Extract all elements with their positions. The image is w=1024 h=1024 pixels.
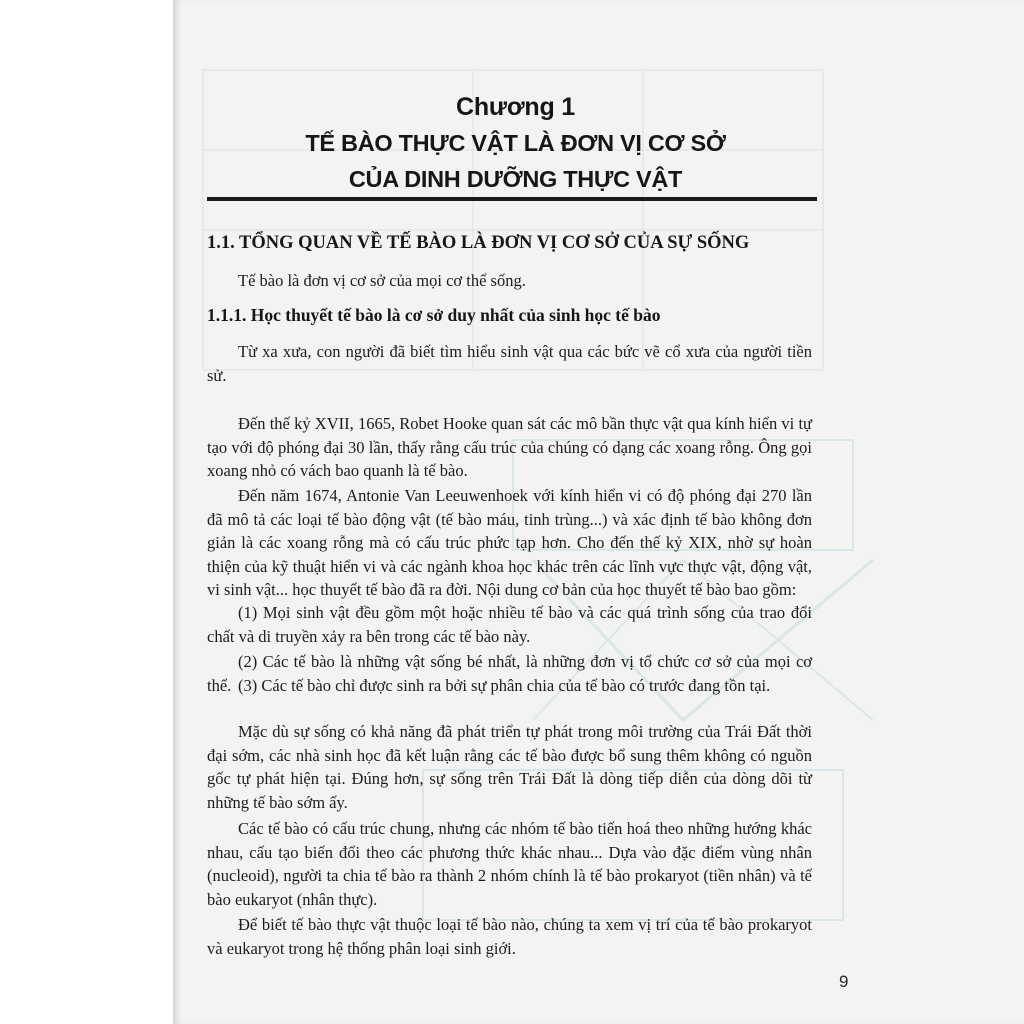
body-paragraph: Đến năm 1674, Antonie Van Leeuwenhoek với kính hiển vi có độ phóng đại 270 lần đã mô tả các loại tế bào động vật (tế bào máu, tinh trùng...) và xác định tế bào không đơn giản là các xoang rỗng mà có cấu trúc phức tạp hơn. Cho đến thế kỷ XIX, nhờ sự hoàn thiện của kỹ thuật hiển vi và các ngành khoa học khác trên các lĩnh vực thực vật, động vật, vi sinh vật... học thuyết tế bào đã ra đời. Nội dung cơ bản của học thuyết tế bào bao gồm:	[207, 486, 812, 599]
chapter-title-line-2: CỦA DINH DƯỠNG THỰC VẬT	[348, 166, 683, 192]
body-paragraph: Để biết tế bào thực vật thuộc loại tế bào nào, chúng ta xem vị trí của tế bào prokaryot và eukaryot trong hệ thống phân loại sinh giới.	[207, 915, 812, 958]
body-paragraph: (2) Các tế bào là những vật sống bé nhất, là những đơn vị tổ chức cơ sở của mọi cơ thể.	[207, 652, 812, 695]
subsection-heading: 1.1.1. Học thuyết tế bào là cơ sở duy nhất của sinh học tế bào	[207, 305, 661, 325]
chapter-title-rule	[207, 197, 817, 201]
section-heading: 1.1. TỔNG QUAN VỀ TẾ BÀO LÀ ĐƠN VỊ CƠ SỞ CỦA SỰ SỐNG	[207, 233, 750, 253]
book-page	[173, 0, 1024, 1024]
body-paragraph: (3) Các tế bào chỉ được sinh ra bởi sự phân chia của tế bào có trước đang tồn tại.	[238, 676, 771, 695]
body-paragraph: (1) Mọi sinh vật đều gồm một hoặc nhiều tế bào và các quá trình sống của trao đổi chất và di truyền xảy ra bên trong các tế bào này.	[207, 603, 812, 646]
chapter-title-line-1: TẾ BÀO THỰC VẬT LÀ ĐƠN VỊ CƠ SỞ	[305, 130, 726, 156]
section-intro-paragraph: Tế bào là đơn vị cơ sở của mọi cơ thể sống.	[238, 271, 526, 290]
chapter-number: Chương 1	[456, 93, 575, 121]
body-paragraph: Các tế bào có cấu trúc chung, nhưng các nhóm tế bào tiến hoá theo những hướng khác nhau, cấu tạo biến đổi theo các phương thức khác nhau... Dựa vào đặc điểm vùng nhân (nucleoid), người ta chia tế bào ra thành 2 nhóm chính là tế bào prokaryot (tiền nhân) và tế bào eukaryot (nhân thực).	[207, 819, 812, 909]
body-paragraph: Đến thế kỷ XVII, 1665, Robet Hooke quan sát các mô bần thực vật qua kính hiển vi tự tạo với độ phóng đại 30 lần, thấy rằng cấu trúc của chúng có dạng các xoang rỗng. Ông gọi xoang nhỏ có vách bao quanh là tế bào.	[207, 414, 812, 480]
body-paragraph: Từ xa xưa, con người đã biết tìm hiểu sinh vật qua các bức vẽ cổ xưa của người tiền sử.	[207, 342, 812, 385]
body-paragraph: Mặc dù sự sống có khả năng đã phát triển tự phát trong môi trường của Trái Đất thời đại sớm, các nhà sinh học đã kết luận rằng các tế bào được bổ sung thêm không có nguồn gốc tự phát hiện tại. Đúng hơn, sự sống trên Trái Đất là dòng tiếp diễn của dòng dõi từ những tế bào sớm ấy.	[207, 722, 812, 812]
page-number: 9	[839, 972, 849, 991]
